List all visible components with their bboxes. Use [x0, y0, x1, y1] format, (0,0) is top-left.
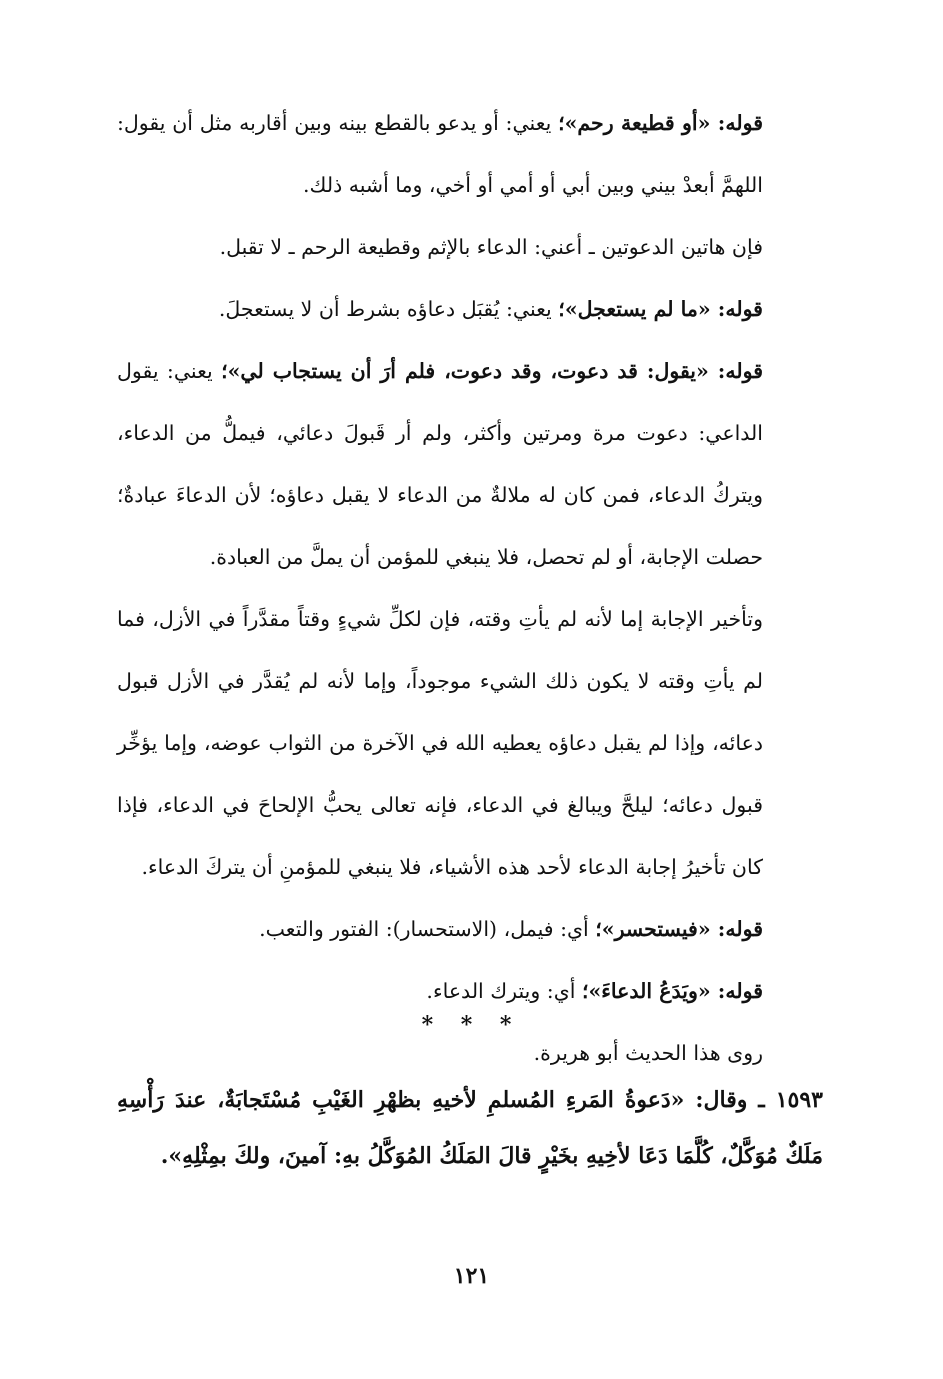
paragraph-3-body: يعني: يُقبَل دعاؤه بشرط أن لا يستعجلَ.	[218, 297, 559, 321]
page-number: ١٢١	[453, 1263, 490, 1289]
paragraph-6-body: أي: فيمل، (الاستحسار): الفتور والتعب.	[259, 917, 596, 941]
paragraph-5	[117, 588, 823, 898]
paragraph-8-body: روى هذا الحديث أبو هريرة.	[533, 1041, 763, 1065]
paragraph-1-lead: قوله: «أو قطيعة رحم»؛	[558, 111, 763, 135]
paragraph-4	[117, 340, 823, 588]
paragraph-2	[117, 216, 823, 278]
paragraph-6-lead: قوله: «فيستحسر»؛	[595, 917, 763, 941]
hadith-text	[117, 1072, 823, 1184]
paragraph-1	[117, 92, 823, 216]
paragraph-6	[117, 898, 823, 960]
paragraph-1-body: يعني: أو يدعو بالقطع بينه وبين أقاربه مثل أن يقول: اللهمَّ أبعدْ بيني وبين أبي أو أمي أو أخي، وما أشبه ذلك.	[117, 111, 763, 197]
paragraph-3-lead: قوله: «ما لم يستعجل»؛	[558, 297, 763, 321]
paragraph-3	[117, 278, 823, 340]
commentary-text	[117, 92, 823, 1084]
paragraph-4-body: يعني: يقول الداعي: دعوت مرة ومرتين وأكثر، ولم أر قَبولَ دعائي، فيملُّ من الدعاء، ويتركُ الدعاء، فمن كان له ملالةٌ من الدعاء لا يقبل دعاؤه؛ لأن الدعاءَ عبادةٌ؛ حصلت الإجابة، أو لم تحصل، فلا ينبغي للمؤمن أن يملَّ من العبادة.	[117, 359, 763, 569]
section-separator: * * *	[421, 1012, 522, 1038]
paragraph-7-body: أي: ويترك الدعاء.	[426, 979, 582, 1003]
hadith-paragraph: ١٥٩٣ ـ وقال: «دَعوةُ المَرءِ المُسلمِ لأخيهِ بظهْرِ الغَيْبِ مُسْتَجابَةٌ، عندَ رَأْسِهِ مَلَكٌ مُوَكَّلٌ، كُلَّمَا دَعَا لأخِيهِ بخَيْرٍ قالَ المَلَكُ المُوَكَّلُ بهِ: آمينَ، ولكَ بمِثْلِهِ».	[117, 1087, 823, 1169]
paragraph-7-lead: قوله: «ويَدَعُ الدعاءَ»؛	[581, 979, 763, 1003]
paragraph-4-lead: قوله: «يقول: قد دعوت، وقد دعوت، فلم أرَ أن يستجاب لي»؛	[221, 359, 764, 383]
paragraph-5-body: وتأخير الإجابة إما لأنه لم يأتِ وقته، فإن لكلِّ شيءٍ وقتاً مقدَّراً في الأزل، فما لم يأتِ وقته لا يكون ذلك الشيء موجوداً، وإما لأنه لم يُقدَّر في الأزل قبول دعائه، وإذا لم يقبل دعاؤه يعطيه الله في الآخرة من الثواب عوضه، وإما يؤخِّر قبول دعائه؛ ليلحَّ ويبالغ في الدعاء، فإنه تعالى يحبُّ الإلحاحَ في الدعاء، فإذا كان تأخيرُ إجابة الدعاء لأحد هذه الأشياء، فلا ينبغي للمؤمنِ أن يتركَ الدعاء.	[117, 607, 763, 879]
paragraph-2-body: فإن هاتين الدعوتين ـ أعني: الدعاء بالإثم وقطيعة الرحم ـ لا تقبل.	[219, 235, 763, 259]
